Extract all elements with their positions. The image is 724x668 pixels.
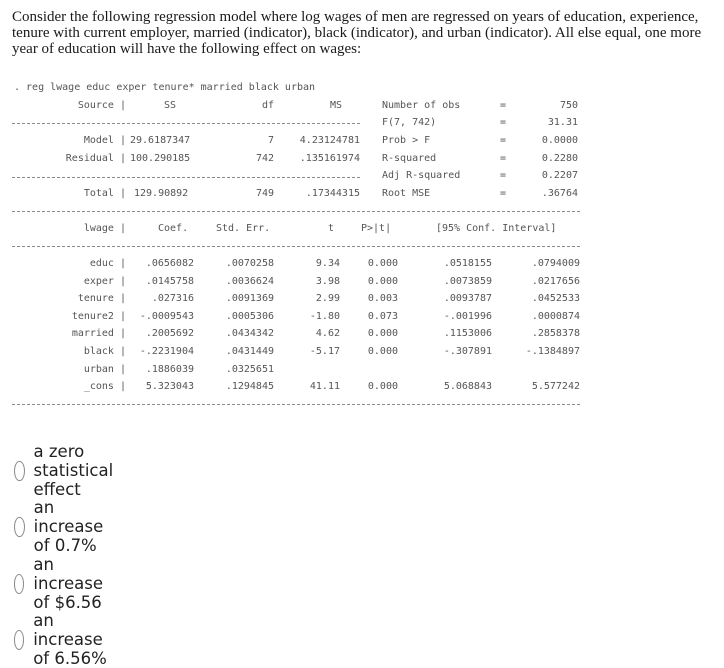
stat-label: F(7, 742) xyxy=(382,117,437,128)
coef-value: .027316 xyxy=(151,293,194,305)
coef-ci-high: .0794009 xyxy=(531,258,580,269)
coef-var: _cons | xyxy=(83,381,126,393)
coef-divider-mid xyxy=(12,246,580,247)
coef-ci-low: -.307891 xyxy=(443,346,492,357)
coef-t: 41.11 xyxy=(309,381,340,393)
coef-header-t: t xyxy=(328,223,335,234)
stat-eq: = xyxy=(500,170,507,181)
radio-button[interactable] xyxy=(14,574,24,594)
coef-ci-low: -.001996 xyxy=(443,310,492,322)
stat-label: Number of obs xyxy=(382,100,461,111)
anova-divider-top xyxy=(12,123,360,124)
anova-row-source: Model | xyxy=(83,135,126,146)
coef-p: 0.000 xyxy=(367,275,398,287)
radio-button[interactable] xyxy=(14,630,24,650)
coef-ci-high: .0452533 xyxy=(531,293,580,305)
anova-total-source: Total | xyxy=(83,188,126,199)
coef-header-p: P>|t| xyxy=(361,223,392,234)
radio-button[interactable] xyxy=(14,517,25,537)
coef-value: 5.323043 xyxy=(145,381,194,393)
stata-command: . reg lwage educ exper tenure* married black urban xyxy=(14,82,316,93)
choice-label: a zero statistical effect xyxy=(33,442,114,499)
anova-row-ss: 100.290185 xyxy=(130,153,191,164)
coef-std-err: .0325651 xyxy=(225,363,274,375)
coef-ci-low: .0093787 xyxy=(443,293,492,305)
coef-value: -.2231904 xyxy=(139,346,194,357)
coef-ci-low: 5.068843 xyxy=(443,381,492,393)
stat-value: 0.0000 xyxy=(541,135,578,146)
coef-std-err: .0091369 xyxy=(225,293,274,305)
choice-label: an increase of $6.56 xyxy=(33,555,103,612)
coef-value: -.0009543 xyxy=(139,310,194,322)
question-text: Consider the following regression model where log wages of men are regressed on years of education, experience, tenure with current employer, married (indicator), black (indicator), and urban (indicator). All else equal, one more year of education will have the following effect on wages: xyxy=(12,9,702,57)
anova-header-df: df xyxy=(261,100,274,111)
coef-p: 0.000 xyxy=(367,346,398,357)
coef-std-err: .0070258 xyxy=(225,258,274,269)
coef-value: .0656082 xyxy=(145,258,194,269)
anova-header-source: Source | xyxy=(77,100,126,111)
choice-option[interactable] xyxy=(14,611,113,668)
coef-t: -1.80 xyxy=(309,310,340,322)
coef-std-err: .1294845 xyxy=(225,381,274,393)
coef-var: married | xyxy=(71,328,126,340)
stat-value: 0.2207 xyxy=(541,170,578,181)
anova-total-ms: .17344315 xyxy=(305,188,360,199)
coef-ci-high: .0217656 xyxy=(531,275,580,287)
stat-label: R-squared xyxy=(382,153,437,164)
choice-label: an increase of 0.7% xyxy=(33,498,104,555)
coef-var: tenure2 | xyxy=(71,310,126,322)
stat-value: .36764 xyxy=(541,188,578,199)
stat-eq: = xyxy=(500,188,507,199)
coef-divider-bottom xyxy=(12,404,580,405)
coef-header-ci: [95% Conf. Interval] xyxy=(436,223,557,234)
coef-p: 0.000 xyxy=(367,328,398,340)
stat-eq: = xyxy=(500,117,507,128)
anova-row-source: Residual | xyxy=(65,153,126,164)
stat-label: Root MSE xyxy=(382,188,431,199)
coef-t: -5.17 xyxy=(309,346,340,357)
choice-option[interactable] xyxy=(14,498,113,555)
coef-p: 0.003 xyxy=(367,293,398,305)
stat-eq: = xyxy=(500,100,507,111)
coef-var: tenure | xyxy=(77,293,126,305)
coef-std-err: .0036624 xyxy=(225,275,274,287)
anova-total-df: 749 xyxy=(255,188,274,199)
coef-p: 0.000 xyxy=(367,258,398,269)
coef-ci-high: 5.577242 xyxy=(531,381,580,393)
coef-ci-low: .0073859 xyxy=(443,275,492,287)
coef-std-err: .0434342 xyxy=(225,328,274,340)
anova-total-ss: 129.90892 xyxy=(134,188,189,199)
coef-header-se: Std. Err. xyxy=(216,223,271,234)
stat-label: Prob > F xyxy=(382,135,431,146)
anova-header-ss: SS xyxy=(163,100,177,111)
anova-row-ss: 29.6187347 xyxy=(130,135,191,146)
coef-ci-low: .1153006 xyxy=(443,328,492,340)
choice-option[interactable] xyxy=(14,555,113,612)
coef-t: 3.98 xyxy=(315,275,340,287)
choice-option[interactable] xyxy=(14,442,123,499)
coef-var: educ | xyxy=(89,258,126,269)
coef-p: 0.000 xyxy=(367,381,398,393)
stat-value: 0.2280 xyxy=(541,153,578,164)
coef-ci-high: .0000874 xyxy=(531,310,580,322)
stat-value: 750 xyxy=(559,100,578,111)
radio-button[interactable] xyxy=(14,461,25,481)
coef-var: urban | xyxy=(83,363,126,375)
coef-value: .2005692 xyxy=(145,328,194,340)
coef-header-var: lwage | xyxy=(83,223,126,234)
coef-divider-top xyxy=(12,211,580,212)
anova-header-ms: MS xyxy=(329,100,342,111)
coef-var: exper | xyxy=(83,275,126,287)
coef-var: black | xyxy=(83,346,126,357)
coef-p: 0.073 xyxy=(367,310,398,322)
coef-value: .1886039 xyxy=(145,363,194,375)
anova-row-df: 7 xyxy=(267,135,274,146)
anova-row-ms: .135161974 xyxy=(299,153,360,164)
choice-label: an increase of 6.56% xyxy=(33,611,107,668)
anova-row-ms: 4.23124781 xyxy=(299,135,360,146)
coef-std-err: .0005306 xyxy=(225,310,274,322)
coef-t: 9.34 xyxy=(315,258,340,269)
coef-t: 4.62 xyxy=(315,328,340,340)
stat-eq: = xyxy=(500,153,507,164)
anova-row-df: 742 xyxy=(255,153,274,164)
coef-value: .0145758 xyxy=(145,275,194,287)
coef-t: 2.99 xyxy=(315,293,340,305)
coef-std-err: .0431449 xyxy=(225,346,274,357)
coef-ci-low: .0518155 xyxy=(443,258,492,269)
coef-header-coef: Coef. xyxy=(158,223,189,234)
stat-eq: = xyxy=(500,135,507,146)
anova-divider-mid xyxy=(12,177,360,178)
stat-label: Adj R-squared xyxy=(382,170,461,181)
coef-ci-high: .2858378 xyxy=(531,328,580,340)
stat-value: 31.31 xyxy=(547,117,578,128)
coef-ci-high: -.1384897 xyxy=(525,346,580,357)
